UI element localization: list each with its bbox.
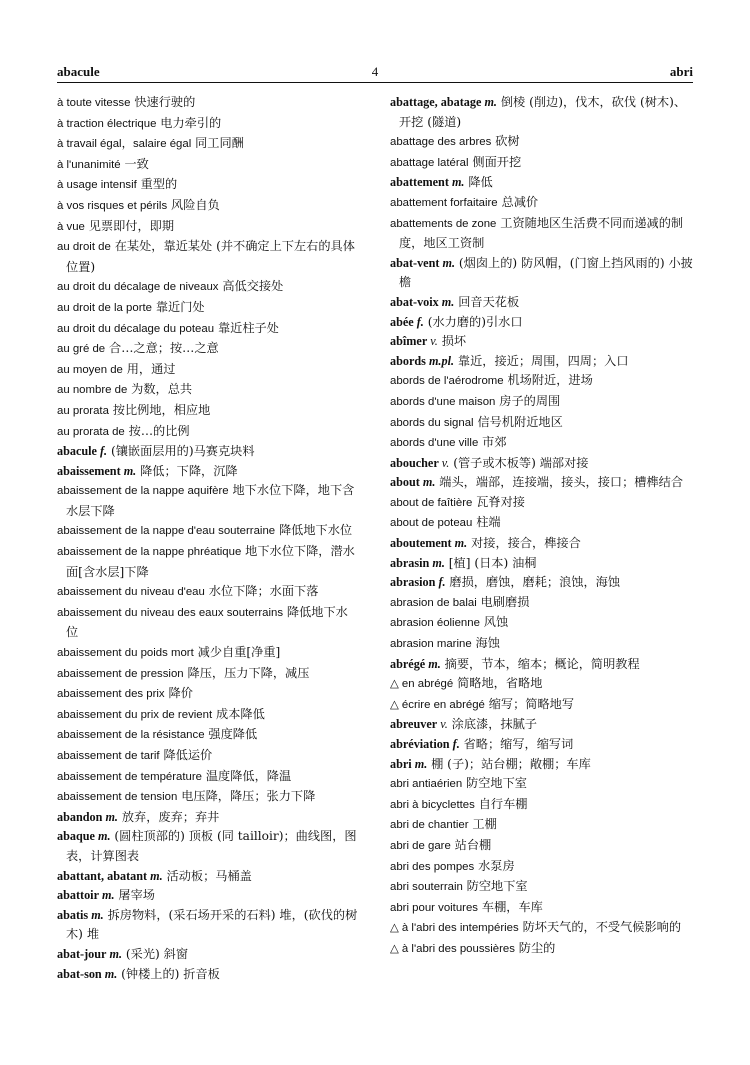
term: abri souterrain bbox=[390, 881, 463, 894]
sub-entry bbox=[390, 774, 694, 795]
grammar-label: m. bbox=[419, 475, 436, 490]
gloss: 房子的周围 bbox=[495, 393, 561, 408]
sub-entry bbox=[390, 413, 694, 434]
gloss: 机场附近，进场 bbox=[503, 373, 593, 388]
grammar-label: m. bbox=[88, 907, 104, 922]
headword: about bbox=[390, 475, 420, 490]
headword: abandon bbox=[57, 809, 103, 824]
gloss: 一致 bbox=[120, 156, 149, 171]
sub-entry bbox=[390, 371, 694, 392]
gloss: 强度降低 bbox=[204, 727, 258, 742]
sub-entry bbox=[390, 193, 694, 214]
left-column bbox=[57, 93, 360, 984]
gloss: 车棚，车库 bbox=[478, 899, 543, 914]
term: abaissement des prix bbox=[57, 688, 165, 701]
gloss: 快速行驶的 bbox=[130, 95, 196, 109]
term: abaissement de la résistance bbox=[57, 729, 205, 742]
sub-entry bbox=[57, 746, 360, 767]
term: △ à l'abri des intempéries bbox=[390, 922, 519, 935]
sub-entry bbox=[390, 132, 694, 153]
sub-entry bbox=[390, 939, 694, 960]
sub-entry bbox=[57, 603, 360, 643]
sub-entry bbox=[57, 217, 360, 238]
term: au nombre de bbox=[57, 384, 128, 397]
term: au droit du décalage de niveaux bbox=[57, 281, 219, 294]
term: abri de chantier bbox=[390, 819, 469, 832]
sub-entry bbox=[390, 815, 694, 836]
sub-entry bbox=[390, 214, 694, 254]
gloss: 简略地，省略地 bbox=[453, 676, 543, 691]
term: au prorata bbox=[57, 404, 109, 417]
term: abaissement du niveau d'eau bbox=[57, 586, 205, 599]
sub-entry bbox=[390, 153, 694, 174]
term: abords d'une ville bbox=[390, 437, 479, 450]
sub-entry bbox=[57, 643, 360, 664]
sub-entry bbox=[57, 401, 360, 422]
term: abri pour voitures bbox=[390, 901, 479, 914]
gloss: 合…之意；按…之意 bbox=[105, 341, 219, 356]
headword: abattement bbox=[390, 175, 449, 190]
term: abaissement de pression bbox=[57, 667, 184, 680]
term: abattage des arbres bbox=[390, 136, 492, 149]
gloss: 降低地下水位 bbox=[275, 523, 353, 538]
term: au droit du décalage du poteau bbox=[57, 322, 215, 335]
header-guide-word-right: abri bbox=[669, 64, 693, 79]
headword-entry bbox=[390, 755, 694, 775]
headword-entry bbox=[390, 454, 694, 474]
gloss: 工棚 bbox=[468, 817, 497, 832]
term: abri de gare bbox=[390, 839, 451, 852]
sub-entry bbox=[390, 493, 694, 514]
headword-entry bbox=[390, 655, 694, 675]
term: abrasion éolienne bbox=[390, 617, 480, 630]
headword-entry bbox=[57, 442, 360, 462]
gloss: 砍树 bbox=[491, 134, 520, 149]
term: à vos risques et périls bbox=[57, 199, 168, 212]
gloss: 地下水位下降，潜水面[含水层]下降 bbox=[66, 544, 355, 579]
term: au gré de bbox=[57, 343, 106, 356]
sub-entry bbox=[57, 196, 360, 217]
gloss: 端头，端部，连接端，接头，接口；槽榫结合 bbox=[435, 475, 684, 490]
headword-entry bbox=[390, 715, 694, 735]
term: à travail égal，salaire égal bbox=[57, 138, 192, 151]
gloss: 降压，压力下降，减压 bbox=[183, 665, 310, 680]
gloss: 风蚀 bbox=[479, 615, 509, 630]
term: à traction électrique bbox=[57, 117, 157, 130]
gloss: 自行车棚 bbox=[474, 796, 528, 811]
sub-entry bbox=[57, 155, 360, 176]
sub-entry bbox=[390, 593, 694, 614]
grammar-label: f. bbox=[96, 444, 108, 459]
term: about de poteau bbox=[390, 517, 473, 530]
gloss: 电力牵引的 bbox=[156, 115, 222, 130]
grammar-label: v. bbox=[427, 334, 438, 349]
headword-entry bbox=[57, 808, 360, 828]
term: au droit de bbox=[57, 241, 111, 254]
grammar-label: m. bbox=[102, 809, 118, 824]
gloss: 高低交接处 bbox=[218, 279, 284, 294]
headword: abri bbox=[390, 756, 412, 771]
term: abaissement du poids mort bbox=[57, 647, 194, 660]
gloss: 靠近柱子处 bbox=[214, 320, 279, 335]
gloss: 降低；下降，沉降 bbox=[136, 463, 238, 478]
term: abaissement de température bbox=[57, 770, 202, 783]
headword-entry bbox=[390, 313, 694, 333]
grammar-label: m. bbox=[147, 868, 163, 883]
headword-entry bbox=[390, 534, 694, 554]
grammar-label: v. bbox=[437, 717, 448, 732]
gloss: (镶嵌面层用的)马赛克块料 bbox=[107, 444, 255, 459]
headword: abaissement bbox=[57, 463, 121, 478]
sub-entry bbox=[57, 521, 360, 542]
term: au prorata de bbox=[57, 425, 125, 438]
sub-entry bbox=[390, 918, 694, 939]
grammar-label: f. bbox=[413, 314, 424, 329]
grammar-label: m. bbox=[425, 656, 441, 671]
grammar-label: f. bbox=[435, 575, 446, 590]
sub-entry bbox=[57, 114, 360, 135]
headword-entry bbox=[390, 554, 694, 574]
term: au moyen de bbox=[57, 363, 123, 376]
grammar-label: m. bbox=[120, 463, 137, 478]
sub-entry bbox=[390, 674, 694, 695]
headword-entry bbox=[390, 735, 694, 755]
grammar-label: m. bbox=[438, 294, 455, 309]
gloss: 防尘的 bbox=[514, 940, 556, 955]
gloss: 海蚀 bbox=[471, 636, 500, 651]
headword-entry bbox=[390, 93, 694, 132]
grammar-label: m. bbox=[94, 829, 111, 844]
headword: abée bbox=[390, 314, 414, 329]
headword: abords bbox=[390, 353, 426, 368]
term: abords de l'aérodrome bbox=[390, 375, 504, 388]
sub-entry bbox=[390, 392, 694, 413]
gloss: 磨损，磨蚀，磨耗；浪蚀，海蚀 bbox=[445, 575, 621, 590]
term: abaissement de la nappe d'eau souterraine bbox=[57, 525, 276, 538]
term: about de faîtière bbox=[390, 496, 473, 509]
grammar-label: m. bbox=[429, 555, 445, 570]
headword: abat-vent bbox=[390, 255, 440, 270]
headword: abréviation bbox=[390, 737, 450, 751]
headword: abacule bbox=[57, 444, 97, 459]
headword: abat-voix bbox=[390, 294, 439, 309]
grammar-label: m. bbox=[98, 888, 115, 903]
grammar-label: m. bbox=[411, 756, 428, 771]
sub-entry bbox=[57, 319, 360, 340]
sub-entry bbox=[390, 634, 694, 655]
headword-entry bbox=[57, 462, 360, 482]
running-header bbox=[57, 64, 693, 82]
sub-entry bbox=[57, 237, 360, 277]
gloss: 重型的 bbox=[136, 177, 178, 192]
sub-entry bbox=[57, 582, 360, 603]
sub-entry bbox=[57, 134, 360, 155]
gloss: 对接，接合，榫接合 bbox=[467, 536, 581, 551]
gloss: 成本降低 bbox=[212, 706, 265, 721]
term: abaissement de la nappe phréatique bbox=[57, 546, 242, 559]
gloss: 活动板；马桶盖 bbox=[162, 868, 252, 883]
headword: abrégé bbox=[390, 656, 426, 671]
headword: abat-jour bbox=[57, 946, 107, 961]
term: abrasion de balai bbox=[390, 596, 477, 609]
term: △ écrire en abrégé bbox=[390, 698, 485, 711]
gloss: 缩写；简略地写 bbox=[484, 696, 575, 711]
sub-entry bbox=[390, 836, 694, 857]
gloss: 用，通过 bbox=[122, 361, 176, 376]
sub-entry bbox=[57, 542, 360, 582]
gloss: 降价 bbox=[164, 686, 193, 701]
sub-entry bbox=[390, 795, 694, 816]
term: abaissement de la nappe aquifère bbox=[57, 485, 229, 498]
gloss: 拆房物料，(采石场开采的石料) 堆，(砍伐的树木) 堆 bbox=[66, 907, 358, 942]
headword-entry bbox=[390, 173, 694, 193]
sub-entry bbox=[390, 877, 694, 898]
headword-entry bbox=[390, 473, 694, 493]
gloss: 市郊 bbox=[478, 435, 507, 450]
gloss: 防空地下室 bbox=[462, 879, 528, 894]
gloss: 摘要，节本，缩本；概论，简明教程 bbox=[440, 656, 640, 671]
gloss: (水力磨的)引水口 bbox=[423, 314, 523, 329]
term: abaissement de tarif bbox=[57, 750, 160, 762]
term: abri à bicyclettes bbox=[390, 798, 475, 811]
sub-entry bbox=[57, 380, 360, 401]
sub-entry bbox=[390, 857, 694, 878]
grammar-label: m. bbox=[481, 95, 497, 109]
gloss: 站台棚 bbox=[450, 837, 492, 852]
term: △ à l'abri des poussières bbox=[390, 942, 515, 955]
grammar-label: v. bbox=[438, 455, 450, 470]
headword-entry bbox=[57, 965, 360, 985]
headword-entry bbox=[57, 945, 360, 965]
gloss: 靠近门处 bbox=[152, 299, 205, 314]
term: à toute vitesse bbox=[57, 97, 131, 109]
sub-entry bbox=[57, 422, 360, 443]
header-guide-word-left: abacule bbox=[57, 64, 100, 79]
gloss: 减少自重[净重] bbox=[193, 645, 281, 660]
grammar-label: m.pl. bbox=[425, 353, 455, 368]
grammar-label: f. bbox=[449, 737, 460, 751]
sub-entry bbox=[57, 481, 360, 521]
headword: abattage, abatage bbox=[390, 95, 482, 109]
sub-entry bbox=[57, 277, 360, 298]
sub-entry bbox=[57, 787, 360, 808]
sub-entry bbox=[57, 725, 360, 746]
gloss: (钟楼上的) 折音板 bbox=[117, 966, 220, 981]
term: abrasion marine bbox=[390, 638, 472, 651]
header-rule bbox=[57, 82, 693, 83]
right-column bbox=[390, 93, 694, 960]
gloss: 水泵房 bbox=[474, 858, 515, 873]
gloss: 温度降低，降温 bbox=[202, 768, 292, 783]
sub-entry bbox=[57, 705, 360, 726]
gloss: 瓦脊对接 bbox=[472, 494, 525, 509]
term: abattage latéral bbox=[390, 156, 469, 169]
gloss: 同工同酬 bbox=[191, 136, 244, 151]
grammar-label: m. bbox=[101, 966, 118, 981]
term: abaissement du prix de revient bbox=[57, 708, 213, 721]
grammar-label: m. bbox=[439, 255, 456, 270]
gloss: 电压降，降压；张力下降 bbox=[177, 789, 316, 804]
headword: aboucher bbox=[390, 455, 439, 470]
gloss: (采光) 斜窗 bbox=[122, 946, 189, 961]
gloss: 倒棱 (削边)，伐木，砍伐 (树木)、开挖 (隧道) bbox=[399, 95, 687, 129]
gloss: 电刷磨损 bbox=[476, 594, 530, 609]
sub-entry bbox=[57, 767, 360, 788]
headword: abîmer bbox=[390, 334, 428, 349]
headword-entry bbox=[390, 352, 694, 372]
gloss: 涂底漆，抹腻子 bbox=[447, 717, 537, 732]
sub-entry bbox=[57, 684, 360, 705]
term: abri antiaérien bbox=[390, 778, 463, 791]
gloss: 防空地下室 bbox=[462, 776, 527, 791]
headword: abatis bbox=[57, 907, 89, 922]
sub-entry bbox=[390, 898, 694, 919]
gloss: 侧面开挖 bbox=[468, 154, 522, 169]
headword-entry bbox=[57, 867, 360, 887]
gloss: 为数，总共 bbox=[127, 382, 193, 397]
gloss: [植] (日本) 油桐 bbox=[444, 555, 537, 570]
gloss: 柱端 bbox=[472, 515, 501, 530]
term: à l'unanimité bbox=[57, 158, 121, 171]
gloss: 屠宰场 bbox=[114, 888, 155, 903]
sub-entry bbox=[57, 175, 360, 196]
gloss: 见票即付，即期 bbox=[84, 218, 175, 233]
term: abords du signal bbox=[390, 416, 474, 429]
gloss: 降低 bbox=[464, 175, 493, 190]
grammar-label: m. bbox=[451, 536, 468, 551]
gloss: 信号机附近地区 bbox=[473, 414, 563, 429]
grammar-label: m. bbox=[448, 175, 465, 190]
gloss: 损坏 bbox=[437, 334, 467, 349]
headword: abreuver bbox=[390, 717, 438, 732]
term: abattements de zone bbox=[390, 217, 497, 230]
gloss: 回音天花板 bbox=[454, 294, 520, 309]
gloss: 按…的比例 bbox=[124, 423, 190, 438]
gloss: 工资随地区生活费不同而递减的制度，地区工资制 bbox=[399, 215, 684, 251]
headword: abattoir bbox=[57, 888, 99, 903]
gloss: 防坏天气的，不受气候影响的 bbox=[518, 920, 682, 935]
term: abaissement de tension bbox=[57, 791, 178, 804]
sub-entry bbox=[390, 433, 694, 454]
gloss: 省略；缩写，缩写词 bbox=[459, 737, 574, 751]
gloss: 降低地下水位 bbox=[66, 604, 348, 640]
headword-entry bbox=[390, 293, 694, 313]
headword: aboutement bbox=[390, 536, 452, 551]
sub-entry bbox=[57, 664, 360, 685]
term: au droit de la porte bbox=[57, 301, 152, 314]
gloss: (圆柱顶部的) 顶板 (同 tailloir)；曲线图，图表，计算图表 bbox=[66, 829, 357, 863]
gloss: 按比例地，相应地 bbox=[108, 402, 211, 417]
gloss: 靠近，接近；周围，四周；入口 bbox=[454, 353, 629, 368]
gloss: 在某处，靠近某处 (并不确定上下左右的具体位置) bbox=[66, 239, 355, 274]
grammar-label: m. bbox=[106, 946, 123, 961]
term: abattement forfaitaire bbox=[390, 196, 498, 209]
gloss: (烟囱上的) 防风帽，(门窗上挡风雨的) 小披檐 bbox=[399, 255, 693, 290]
term: abri des pompes bbox=[390, 860, 475, 873]
gloss: 棚 (子)；站台棚；敞棚；车库 bbox=[427, 756, 591, 771]
headword: abat-son bbox=[57, 966, 102, 981]
sub-entry bbox=[390, 513, 694, 534]
gloss: 放弃，废弃；弃井 bbox=[117, 809, 220, 824]
gloss: 地下水位下降，地下含水层下降 bbox=[66, 483, 355, 518]
page-number: 4 bbox=[371, 64, 379, 79]
headword: abrasin bbox=[390, 555, 430, 570]
term: à vue bbox=[57, 220, 85, 233]
term: abaissement du niveau des eaux souterrains bbox=[57, 606, 284, 619]
gloss: 风险自负 bbox=[167, 197, 220, 212]
headword-entry bbox=[390, 332, 694, 352]
gloss: 总减价 bbox=[497, 194, 539, 209]
headword-entry bbox=[390, 254, 694, 293]
term: abords d'une maison bbox=[390, 395, 496, 408]
sub-entry bbox=[390, 695, 694, 716]
sub-entry bbox=[57, 93, 360, 114]
sub-entry bbox=[390, 613, 694, 634]
headword-entry bbox=[57, 886, 360, 906]
headword: abrasion bbox=[390, 575, 436, 590]
term: à usage intensif bbox=[57, 179, 137, 192]
headword: abaque bbox=[57, 829, 95, 844]
headword: abattant, abatant bbox=[57, 868, 148, 883]
gloss: 降低运价 bbox=[159, 748, 213, 762]
headword-entry bbox=[390, 573, 694, 593]
term: △ en abrégé bbox=[390, 678, 454, 691]
gloss: 水位下降；水面下落 bbox=[204, 584, 319, 599]
headword-entry bbox=[57, 906, 360, 945]
headword-entry bbox=[57, 827, 360, 866]
sub-entry bbox=[57, 298, 360, 319]
sub-entry bbox=[57, 339, 360, 360]
sub-entry bbox=[57, 360, 360, 381]
gloss: (管子或木板等) 端部对接 bbox=[449, 455, 589, 470]
